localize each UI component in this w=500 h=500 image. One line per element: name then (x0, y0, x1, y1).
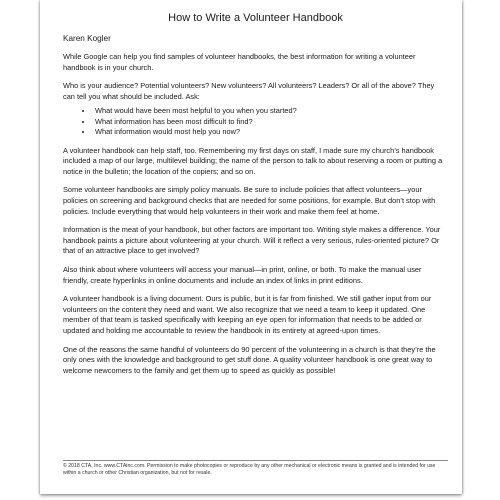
document-title: How to Write a Volunteer Handbook (168, 12, 343, 24)
paragraph-intro: While Google can help you find samples of volunteer handbooks, the best information for writing a volunteer handbook is in your church. (63, 52, 416, 72)
paragraph-access: Also think about where volunteers will access your manual—in print, online, or both. To make the manual user friendly, create hyperlinks in online documents and include an index of links in print editions. (63, 264, 422, 285)
copyright-footer: © 2018 CTA, Inc. www.CTAinc.com. Permission to make photocopies or reproduce by any other mechanical or electronic means is granted and is intended for use within a church or other Christian organization, but not for resale. (63, 463, 436, 477)
question-list (63, 106, 448, 137)
author-name: Karen Kogler (63, 34, 111, 43)
paragraph-living-document: A volunteer handbook is a living document. Ours is public, but it is far from finished. We still gather input from our volunteers on the content they need and want. We also recognize that we need a team to keep it updated. One member of that team is tasked specifically with keeping an eye open for information that needs to be added or updated and holding me accountable to review the handbook in its entirety at agreed-upon times. (63, 294, 432, 335)
paragraph-style: Information is the meat of your handbook, but other factors are important too. Writing style makes a difference. Your handbook paints a picture about volunteering at your church. Will it reflect a very serious, rules-oriented picture? Or that of an attractive place to get involved? (63, 225, 441, 256)
paragraph-policies: Some volunteer handbooks are simply policy manuals. Be sure to include policies that affect volunteers—your policies on screening and background checks that are needed for some positions, for example. But don’t stop with policies. Include everything that would help volunteers in their work and make them feel at home. (63, 185, 436, 216)
list-item: • What information has been most difficult to find? (93, 117, 448, 127)
paragraph-staff: A volunteer handbook can help staff, too. Remembering my first days on staff, I made sure my church’s handbook included a map of our large, multilevel building; the name of the person to talk to about reserving a room or putting a notice in the bulletin; the location of the copiers; and so on. (63, 145, 443, 176)
paragraph-conclusion: One of the reasons the same handful of volunteers do 90 percent of the volunteering in a church is that they’re the only ones with the knowledge and background to get stuff done. A quality volunteer handbook is one great way to welcome newcomers to the family and get them up to speed as quickly as possible! (63, 344, 436, 375)
list-item: • What would have been most helpful to you when you started? (93, 106, 448, 116)
paragraph-audience: Who is your audience? Potential volunteers? New volunteers? All volunteers? Leaders? Or all of the above? They can tell you what should be included. Ask: (63, 81, 435, 101)
footer-divider (63, 460, 448, 461)
document-page (40, 0, 462, 494)
list-item: • What information would most help you now? (93, 127, 448, 137)
